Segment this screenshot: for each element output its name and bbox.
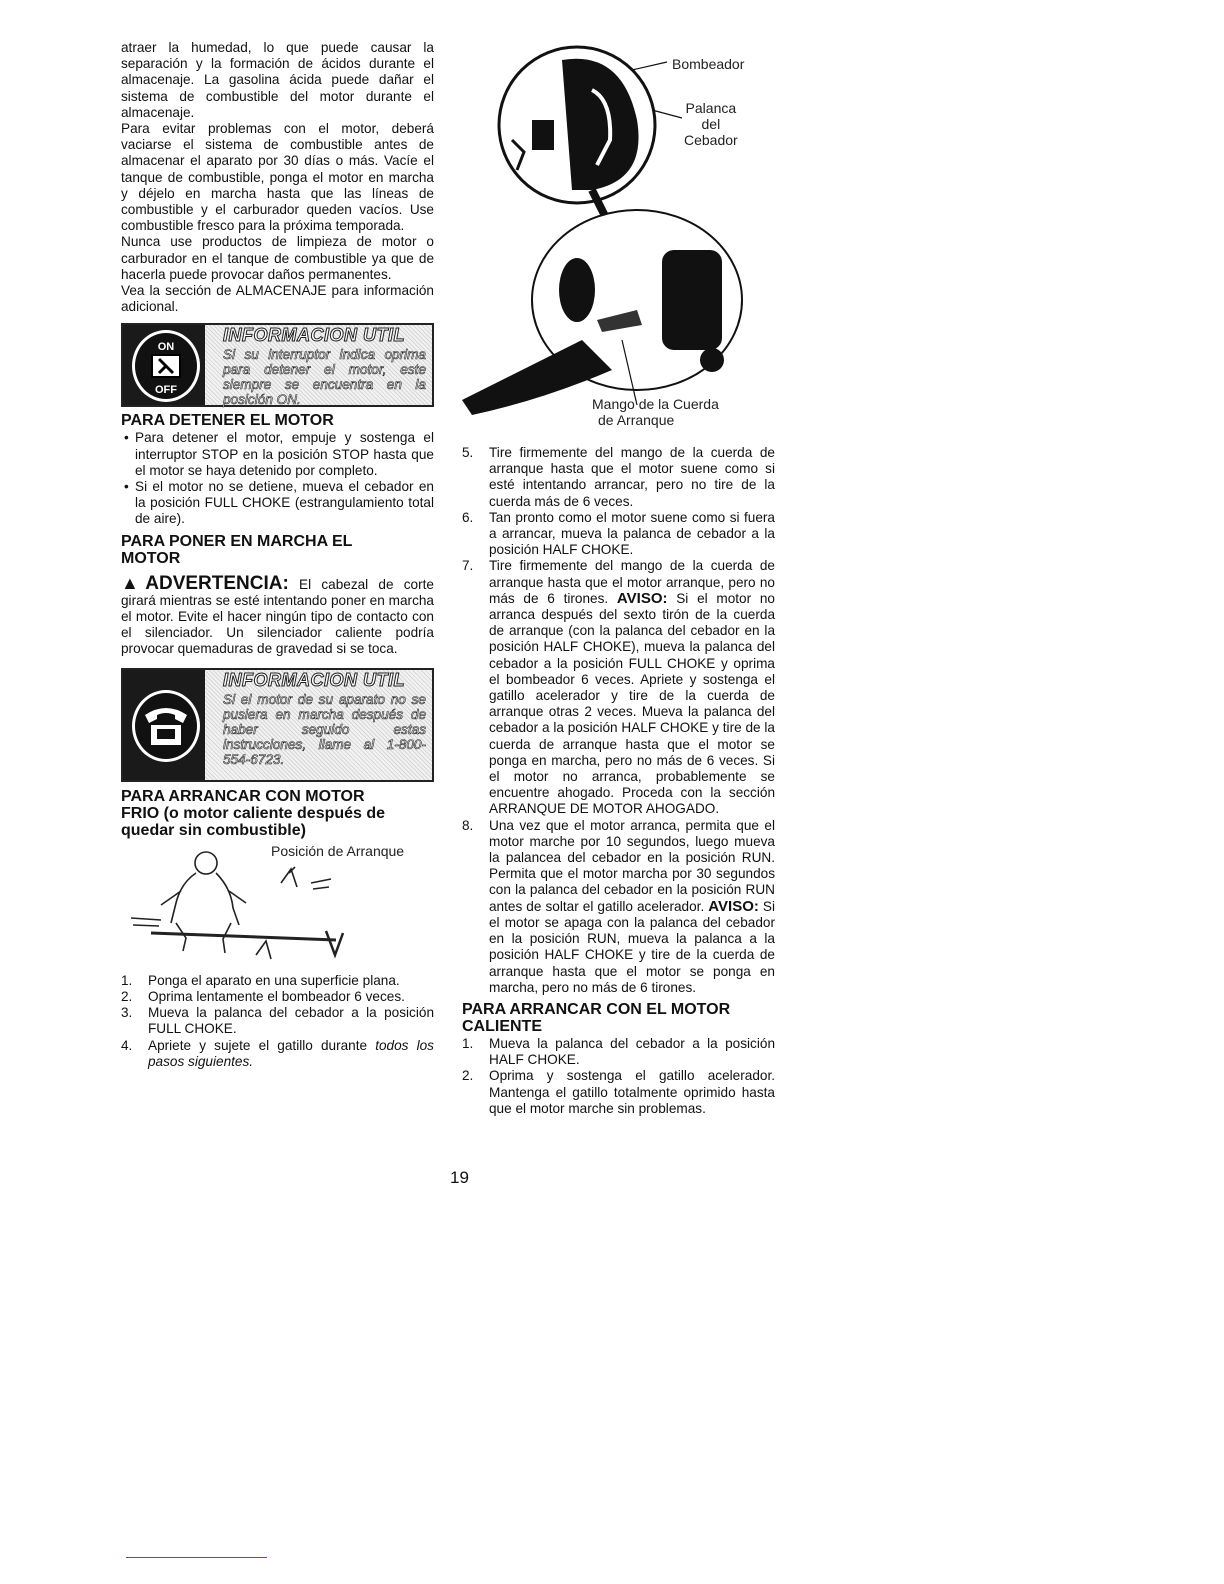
label-bombeador: Bombeador (672, 56, 745, 72)
list-item: 5. Tire firmemente del mango de la cuerda de arranque hasta que el motor suene como si esté intentando arrancar, pero no tire de la cuerda más de 6 veces. (462, 445, 775, 509)
info-text: Si el motor de su aparato no se pusiera en marcha después de haber seguido estas instrucciones, llame al 1-800-554-6723. (223, 691, 426, 767)
info-title: INFORMACION UTIL (223, 669, 405, 690)
warning-icon: ▲ (121, 572, 146, 593)
switch-icon (132, 330, 200, 402)
list-item: 6. Tan pronto como el motor suene como si fuera a arrancar, mueva la palanca de cebador a la posición HALF CHOKE. (462, 509, 775, 558)
footer-rule (126, 1557, 267, 1558)
list-item: 8. Una vez que el motor arranca, permita que el motor marche por 10 segundos, luego mueva la palancea del cebador en la posición RUN. Permita que el motor marcha por 30 segundos con la palanca del cebador en la posición RUN antes de soltar el gatillo acelerador. AVISO: Si el motor se apaga con la palanca del cebador en la posición RUN, mueva la palanca a la posición HALF CHOKE y tire de la cuerda de arranque hasta que el motor se ponga en marcha, pero no más de 6 tirones. (462, 817, 776, 995)
list-item: 2. Oprima lentamente el bombeador 6 veces. (121, 988, 405, 1004)
aviso-label: AVISO: (616, 589, 668, 607)
paragraph: Para evitar problemas con el motor, deberá vaciarse el sistema de combustible antes de almacenar el aparato por 30 días o más. Vacíe el tanque de combustible, ponga el motor en marcha y déjelo en marcha hasta que las líneas de combustible y el carburador queden vacíos. Use combustible fresco para la próxima temporada. (121, 121, 434, 234)
info-title: INFORMACION UTIL (223, 325, 405, 346)
engine-figure (462, 40, 775, 445)
starting-position-illustration (121, 843, 434, 973)
heading-frio (121, 788, 434, 839)
cold-start-steps-cont (462, 445, 775, 996)
list-item: 1. Mueva la palanca del cebador a la posición HALF CHOKE. (462, 1035, 775, 1068)
list-item: 1. Ponga el aparato en una superficie plana. (121, 972, 400, 988)
paragraph: atraer la humedad, lo que puede causar la separación y la formación de ácidos durante el almacenaje. La gasolina ácida puede dañar el sistema de combustible del motor durante el almacenaje. (121, 40, 434, 120)
warning-text: El cabezal de corte girará mientras se esté intentando poner en marcha el motor. Evite el hacer ningún tipo de contacto con el silenciador. Un silenciador caliente podría provocar quemaduras de gravedad si se toca. (121, 576, 434, 657)
heading-frio-line1: PARA ARRANCAR CON MOTOR (121, 787, 365, 805)
warning (121, 572, 434, 658)
aviso-label: AVISO: (708, 897, 759, 915)
heading-frio-line2: FRIO (o motor caliente después de quedar sin combustible) (121, 804, 386, 839)
label-mango: Mango de la Cuerda de Arranque (592, 396, 719, 428)
list-item: 7. Tire firmemente del mango de la cuerda de arranque hasta que el motor arranque, pero no más de 6 tirones. AVISO: Si el motor no arranca después del sexto tirón de la cuerda de arranque (con la palanca del cebador en la posición HALF CHOKE), mueva la palanca del cebador a la posición FULL CHOKE y oprima el bombeador 6 veces. Apriete y sostenga el gatillo acelerador y tire de la cuerda de arranque otras 2 veces. Mueva la palanca del cebador a la posición HALF CHOKE y tire de la cuerda de arranque hasta que el motor se ponga en marcha, pero no más de 6 veces. Si el motor no arranca, probablemente se encuentre ahogado. Proceda con la sección ARRANQUE DE MOTOR AHOGADO. (462, 558, 775, 817)
page-number: 19 (450, 1168, 469, 1187)
left-column (121, 40, 434, 1070)
heading-caliente: PARA ARRANCAR CON EL MOTOR CALIENTE (462, 1000, 731, 1035)
figure-label: Posición de Arranque (271, 842, 405, 859)
info-box-phone (121, 668, 434, 782)
detener-list (121, 430, 434, 527)
list-item: 3. Mueva la palanca del cebador a la posición FULL CHOKE. (121, 1005, 434, 1037)
right-column (462, 40, 775, 1117)
list-item: 2. Oprima y sostenga el gatillo acelerador. Mantenga el gatillo totalmente oprimido hasta que el motor marche sin problemas. (462, 1068, 775, 1116)
starting-position-figure (121, 843, 434, 973)
cold-start-steps (121, 973, 434, 1070)
heading-detener: PARA DETENER EL MOTOR (121, 412, 334, 430)
svg-text:ON: ON (157, 341, 175, 354)
warning-label: ADVERTENCIA: (145, 572, 289, 594)
list-item: • Para detener el motor, empuje y sostenga el interruptor STOP en la posición STOP hasta que el motor se haya detenido por completo. (135, 430, 434, 479)
label-palanca: Palanca del Cebador (684, 100, 738, 148)
svg-text:OFF: OFF (155, 384, 177, 397)
info-text: Si su interruptor indica oprima para detener el motor, este siempre se encuentra en la posición ON. (223, 347, 426, 408)
info-box-switch (121, 323, 434, 407)
paragraph: Nunca use productos de limpieza de motor o carburador en el tanque de combustible ya que de hacerla puede provocar daños permanentes. (121, 234, 434, 282)
phone-icon (132, 690, 200, 762)
paragraph: Vea la sección de ALMACENAJE para información adicional. (121, 283, 434, 315)
list-item: 4. Apriete y sujete el gatillo durante todos los pasos siguientes. (121, 1037, 434, 1069)
heading-poner: PARA PONER EN MARCHA EL MOTOR (121, 532, 353, 567)
warm-start-steps (462, 1036, 775, 1117)
list-item: • Si el motor no se detiene, mueva el cebador en la posición FULL CHOKE (estrangulamiento total de aire). (135, 479, 434, 528)
